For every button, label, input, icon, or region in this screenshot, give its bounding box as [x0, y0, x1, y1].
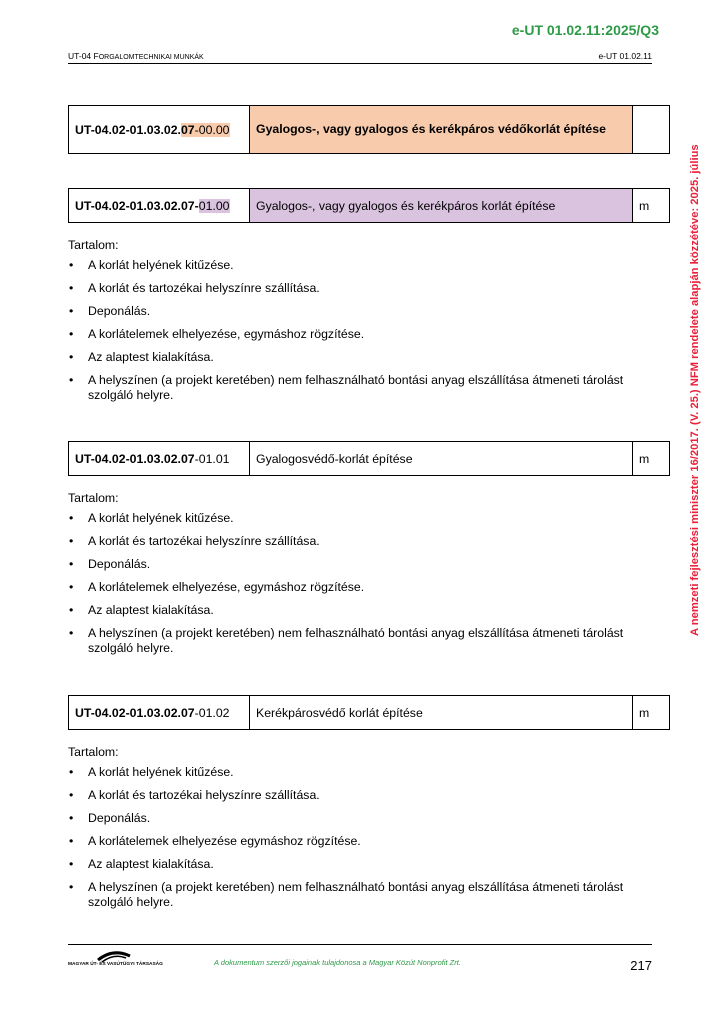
- list-item: • Az alaptest kialakítása.: [68, 857, 638, 872]
- item-title: Gyalogosvédő-korlát építése: [250, 442, 633, 476]
- list-item: • A korlátelemek elhelyezése, egymáshoz rögzítése.: [68, 327, 638, 342]
- list-item: • A korlát helyének kitűzése.: [68, 765, 638, 780]
- logo-text: MAGYAR ÚT- ÉS VASÚTÜGYI TÁRSASÁG: [68, 962, 163, 967]
- list-item: • Az alaptest kialakítása.: [68, 350, 638, 365]
- item-table-00: [68, 105, 670, 154]
- list-item: • A korlát helyének kitűzése.: [68, 511, 638, 526]
- list-item: • A korlát és tartozékai helyszínre szállítása.: [68, 281, 638, 296]
- item-title: Kerékpárosvédő korlát építése: [250, 696, 633, 730]
- list-item: • Az alaptest kialakítása.: [68, 603, 638, 618]
- code-highlight: 07: [180, 122, 195, 137]
- content-list: [68, 765, 638, 910]
- item-content-01-01: [68, 491, 638, 664]
- item-title: Gyalogos-, vagy gyalogos és kerékpáros korlát építése: [250, 189, 633, 223]
- page-number: 217: [630, 958, 652, 973]
- content-list: [68, 258, 638, 403]
- list-item: • Deponálás.: [68, 557, 638, 572]
- header-section-smallcaps: ORGALOMTECHNIKAI MUNKÁK: [98, 54, 204, 61]
- list-item: • A korlát helyének kitűzése.: [68, 258, 638, 273]
- list-item: • A korlátelemek elhelyezése, egymáshoz rögzítése.: [68, 580, 638, 595]
- header-doc-ref: e-UT 01.02.11: [598, 51, 652, 61]
- header-section-title: [68, 51, 204, 61]
- item-unit: m: [633, 189, 670, 223]
- content-list: [68, 511, 638, 656]
- list-item: • A helyszínen (a projekt keretében) nem felhasználható bontási anyag elszállítása átmeneti tárolást szolgáló helyre.: [68, 880, 638, 910]
- list-item: • A korlát és tartozékai helyszínre szállítása.: [68, 534, 638, 549]
- item-code: UT-04.02-01.03.02.07-00.00: [69, 106, 250, 154]
- footer-divider: [68, 944, 652, 945]
- item-table-01-01: [68, 441, 670, 476]
- item-content-01-02: [68, 745, 638, 918]
- item-code: UT-04.02-01.03.02.07-01.01: [69, 442, 250, 476]
- list-item: • Deponálás.: [68, 304, 638, 319]
- item-code: UT-04.02-01.03.02.07-01.02: [69, 696, 250, 730]
- item-table-01-02: [68, 695, 670, 730]
- content-label: Tartalom:: [68, 238, 119, 252]
- item-title: Gyalogos-, vagy gyalogos és kerékpáros védőkorlát építése: [250, 106, 633, 154]
- list-item: • A helyszínen (a projekt keretében) nem felhasználható bontási anyag elszállítása átmeneti tárolást szolgáló helyre.: [68, 626, 638, 656]
- list-item: • A korlát és tartozékai helyszínre szállítása.: [68, 788, 638, 803]
- side-publication-note: A nemzeti fejlesztési miniszter 16/2017. (V. 25.) NFM rendelete alapján közzétéve: 2025. július: [689, 144, 701, 636]
- list-item: • A korlátelemek elhelyezése egymáshoz rögzítése.: [68, 834, 638, 849]
- content-label: Tartalom:: [68, 491, 119, 505]
- header-section-prefix: UT-04 F: [68, 51, 99, 61]
- item-table-01-00: [68, 188, 670, 223]
- item-code: UT-04.02-01.03.02.07-01.00: [69, 189, 250, 223]
- code-highlight: 01.00: [198, 198, 230, 213]
- company-logo-icon: [68, 948, 158, 972]
- copyright-note: A dokumentum szerzői jogainak tulajdonosa a Magyar Közút Nonprofit Zrt.: [214, 958, 461, 967]
- item-unit: m: [633, 696, 670, 730]
- document-id: e-UT 01.02.11:2025/Q3: [511, 22, 659, 38]
- header-divider: [68, 63, 652, 64]
- list-item: • A helyszínen (a projekt keretében) nem felhasználható bontási anyag elszállítása átmeneti tárolást szolgáló helyre.: [68, 373, 638, 403]
- list-item: • Deponálás.: [68, 811, 638, 826]
- item-unit: [633, 106, 670, 154]
- item-content-01-00: [68, 238, 638, 411]
- content-label: Tartalom:: [68, 745, 119, 759]
- item-unit: m: [633, 442, 670, 476]
